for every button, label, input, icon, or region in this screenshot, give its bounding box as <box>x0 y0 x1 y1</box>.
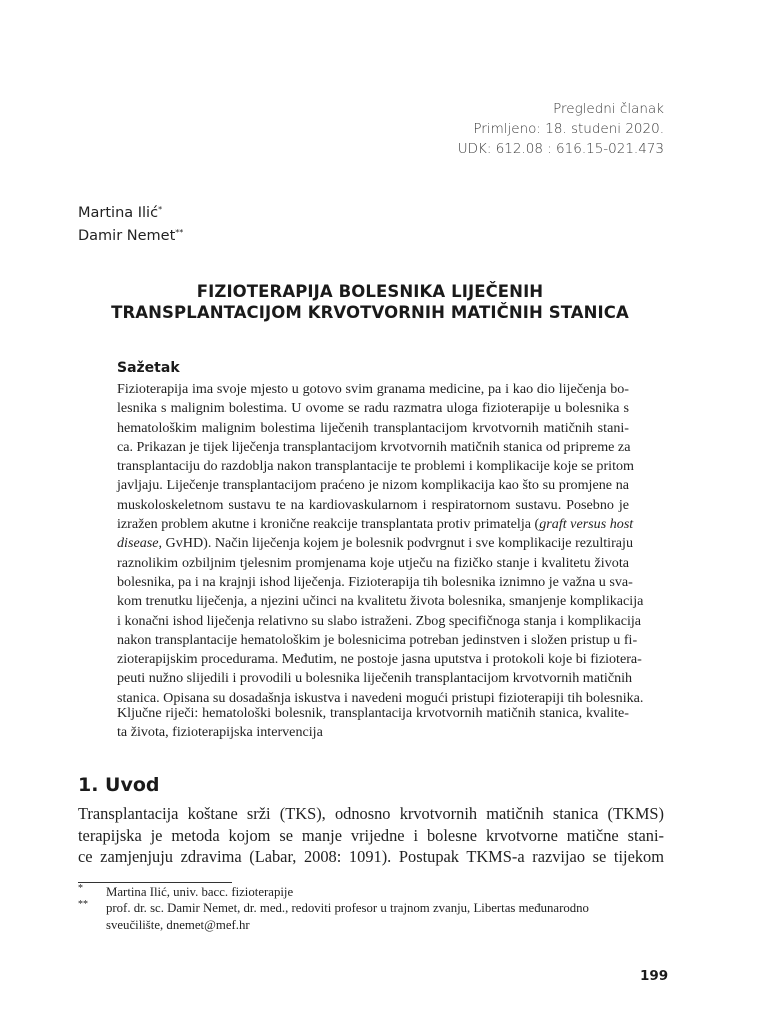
author-footnote-mark: * <box>158 205 163 214</box>
udk-code: UDK: 612.08 : 616.15-021.473 <box>457 141 664 157</box>
author-name: Damir Nemet <box>78 228 176 244</box>
abstract-line <box>117 515 634 534</box>
title-line: FIZIOTERAPIJA BOLESNIKA LIJEČENIH <box>196 282 544 301</box>
keywords <box>117 704 629 743</box>
body-line: Transplantacija koštane srži (TKS), odnosno krvotvornih matičnih stanica (TKMS) <box>78 804 664 823</box>
abstract-line <box>117 534 633 553</box>
abstract-line: nakon transplantacije hematološkim je bolesnicima potreban jedinstven i složen pristup u fi- <box>117 631 638 648</box>
author-footnote-mark: ** <box>175 228 184 237</box>
abstract-text <box>117 380 644 708</box>
keywords-line: ta života, fizioterapijska intervencija <box>117 724 323 741</box>
footnote-line: sveučilište, dnemet@mef.hr <box>106 917 250 932</box>
abstract-text-run: izražen problem akutne i kronične reakcije transplantata protiv primatelja ( <box>117 516 540 533</box>
author <box>78 223 183 246</box>
abstract-line: i konačni ishod liječenja relativno su slabo istraženi. Zbog specifičnoga stanja i komplikacija <box>117 612 642 629</box>
abstract-line: kom trenutku liječenja, a njezini učinci na kvalitetu života bolesnika, smanjenje komplikacija <box>117 593 644 610</box>
body-line: terapijska je metoda kojom se manje vrijedne i bolesne krvotvorne matične stani- <box>78 825 664 845</box>
abstract-line: bolesnika, pa i na krajnji ishod liječenja. Fizioterapija tih bolesnika iznimno je važna u sva- <box>117 573 633 590</box>
abstract-line: raznolikim ozbiljnim tjelesnim promjenama koje utječu na fizičko stanje i kvalitetu života <box>117 554 629 571</box>
article-metadata <box>458 99 664 159</box>
section-heading: 1. Uvod <box>78 774 160 796</box>
abstract-line: muskoloskeletnom sustavu te na kardiovaskularnom i respiratornom sustavu. Posebno je <box>117 496 629 513</box>
footnote-line: Martina Ilić, univ. bacc. fizioterapije <box>106 885 294 899</box>
abstract-line: transplantaciju do razdoblja nakon transplantacije te problemi i komplikacije koje se pritom <box>117 458 635 475</box>
received-date: Primljeno: 18. studeni 2020. <box>473 121 664 137</box>
abstract-line: zioterapijskim procedurama. Međutim, ne postoje jasna uputstva i protokoli koje bi fiziotera- <box>117 651 642 668</box>
page-number: 199 <box>640 968 669 984</box>
author <box>78 200 183 223</box>
abstract-line: peuti nužno slijedili i provodili u bolesnika liječenih transplantacijom krvotvornih matičnih <box>117 670 633 687</box>
footnote-mark: * <box>78 883 83 894</box>
abstract-line: stanica. Opisana su dosadašnja iskustva i navedeni mogući pristupi fizioterapiji tih bolesnika. <box>117 689 644 706</box>
abstract-line: lesnika s malignim bolestima. U ovome se radu razmatra uloga fizioterapije u bolesnika s <box>117 400 629 417</box>
keywords-line: Ključne riječi: hematološki bolesnik, transplantacija krvotvornih matičnih stanica, kvalite- <box>117 705 629 721</box>
article-type: Pregledni članak <box>553 101 664 117</box>
abstract-italic-term: graft versus host <box>539 516 634 533</box>
body-text <box>78 803 664 868</box>
footnote-mark: ** <box>78 899 88 911</box>
footnote <box>78 900 664 933</box>
abstract-italic-term: disease <box>117 535 159 552</box>
abstract-heading: Sažetak <box>117 360 180 376</box>
article-title <box>70 281 670 323</box>
footnote-line: prof. dr. sc. Damir Nemet, dr. med., redoviti profesor u trajnom zvanju, Libertas međunarodno <box>106 901 589 916</box>
abstract-line: javljaju. Liječenje transplantacijom praćeno je nizom komplikacija kao što su promjene na <box>117 477 629 494</box>
footnotes <box>78 884 664 933</box>
abstract-line: Fizioterapija ima svoje mjesto u gotovo svim granama medicine, pa i kao dio liječenja bo- <box>117 381 629 397</box>
author-list <box>78 200 183 246</box>
abstract-line: ca. Prikazan je tijek liječenja transplantacijom krvotvornih matičnih stanica od pripreme za <box>117 438 631 455</box>
footnote-divider <box>78 882 232 883</box>
body-line: ce zamjenjuju zdravima (Labar, 2008: 1091). Postupak TKMS-a razvijao se tijekom <box>78 847 664 867</box>
title-line: TRANSPLANTACIJOM KRVOTVORNIH MATIČNIH STANICA <box>111 303 629 322</box>
abstract-text-run: , GvHD). Način liječenja kojem je bolesnik podvrgnut i sve komplikacije rezultiraju <box>158 535 633 552</box>
footnote <box>78 884 664 900</box>
author-name: Martina Ilić <box>78 205 159 221</box>
abstract-line: hematološkim malignim bolestima liječenih transplantacijom krvotvornih matičnih stani- <box>117 419 629 436</box>
